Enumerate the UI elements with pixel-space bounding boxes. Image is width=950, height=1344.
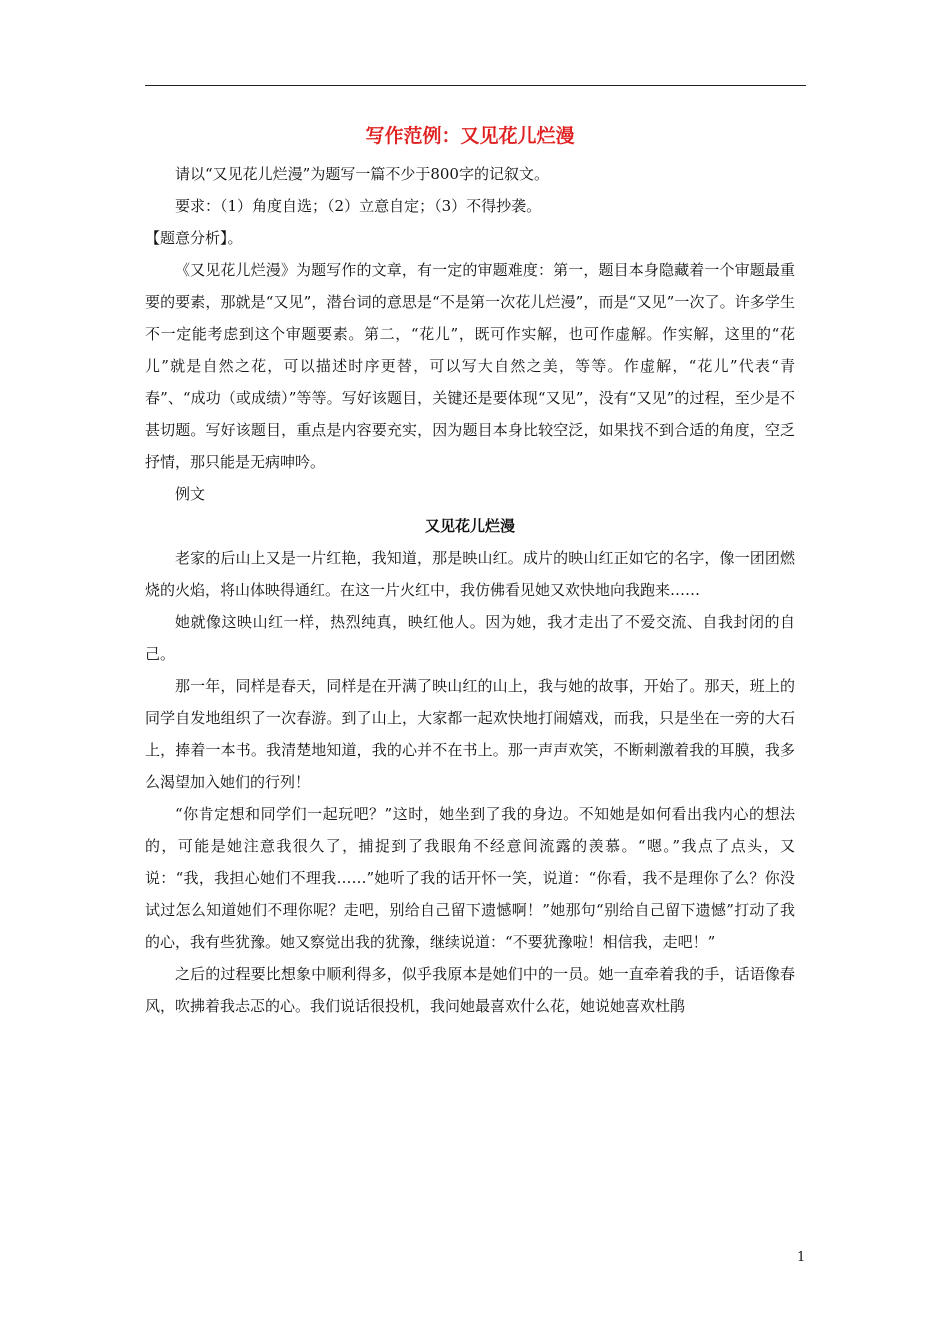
analysis-paragraph: 《又见花儿烂漫》为题写作的文章，有一定的审题难度：第一，题目本身隐藏着一个审题最重要的要素，那就是“又见”，潜台词的意思是“不是第一次花儿烂漫”，而是“又见”一次了。许多学生不一定能考虑到这个审题要素。第二，“花儿”，既可作实解，也可作虚解。作实解，这里的“花儿”就是自然之花，可以描述时序更替，可以写大自然之美，等等。作虚解，“花儿”代表“青春”、“成功（或成绩）”等等。写好该题目，关键还是要体现“又见”，没有“又见”的过程，至少是不甚切题。写好该题目，重点是内容要充实，因为题目本身比较空泛，如果找不到合适的角度，空乏抒情，那只能是无病呻吟。 [145, 261, 795, 471]
writing-requirements: 要求：（1）角度自选；（2）立意自定；（3）不得抄袭。 [175, 197, 542, 215]
essay-paragraph: 之后的过程要比想象中顺利得多，似乎我原本是她们中的一员。她一直牵着我的手，话语像春风，吹拂着我忐忑的心。我们说话很投机，我问她最喜欢什么花，她说她喜欢杜鹃 [145, 965, 795, 1015]
essay-paragraph: 那一年，同样是春天，同样是在开满了映山红的山上，我与她的故事，开始了。那天，班上的同学自发地组织了一次春游。到了山上，大家都一起欢快地打闹嬉戏，而我，只是坐在一旁的大石上，捧着一本书。我清楚地知道，我的心并不在书上。那一声声欢笑，不断刺激着我的耳膜，我多么渴望加入她们的行列！ [145, 677, 795, 791]
analysis-heading: 【题意分析】。 [145, 229, 243, 247]
document-title: 写作范例：又见花儿烂漫 [365, 125, 575, 147]
essay-paragraph: “你肯定想和同学们一起玩吧？”这时，她坐到了我的身边。不知她是如何看出我内心的想法的，可能是她注意我很久了，捕捉到了我眼角不经意间流露的羡慕。“嗯。”我点了点头，又说：“我，我担心她们不理我……”她听了我的话开怀一笑，说道：“你看，我不是理你了么？你没试过怎么知道她们不理你呢？走吧，别给自己留下遗憾啊！”她那句“别给自己留下遗憾”打动了我的心，我有些犹豫。她又察觉出我的犹豫，继续说道：“不要犹豫啦！相信我，走吧！” [145, 805, 795, 951]
document-body [145, 118, 795, 1022]
essay-title: 又见花儿烂漫 [424, 517, 515, 535]
essay-paragraph: 老家的后山上又是一片红艳，我知道，那是映山红。成片的映山红正如它的名字，像一团团燃烧的火焰，将山体映得通红。在这一片火红中，我仿佛看见她又欢快地向我跑来…… [145, 549, 795, 599]
example-label: 例文 [175, 485, 206, 503]
page-number: 1 [797, 1250, 806, 1265]
header-rule [145, 85, 806, 86]
writing-prompt: 请以“又见花儿烂漫”为题写一篇不少于800字的记叙文。 [175, 165, 549, 183]
essay-paragraph: 她就像这映山红一样，热烈纯真，映红他人。因为她，我才走出了不爱交流、自我封闭的自己。 [145, 613, 795, 663]
